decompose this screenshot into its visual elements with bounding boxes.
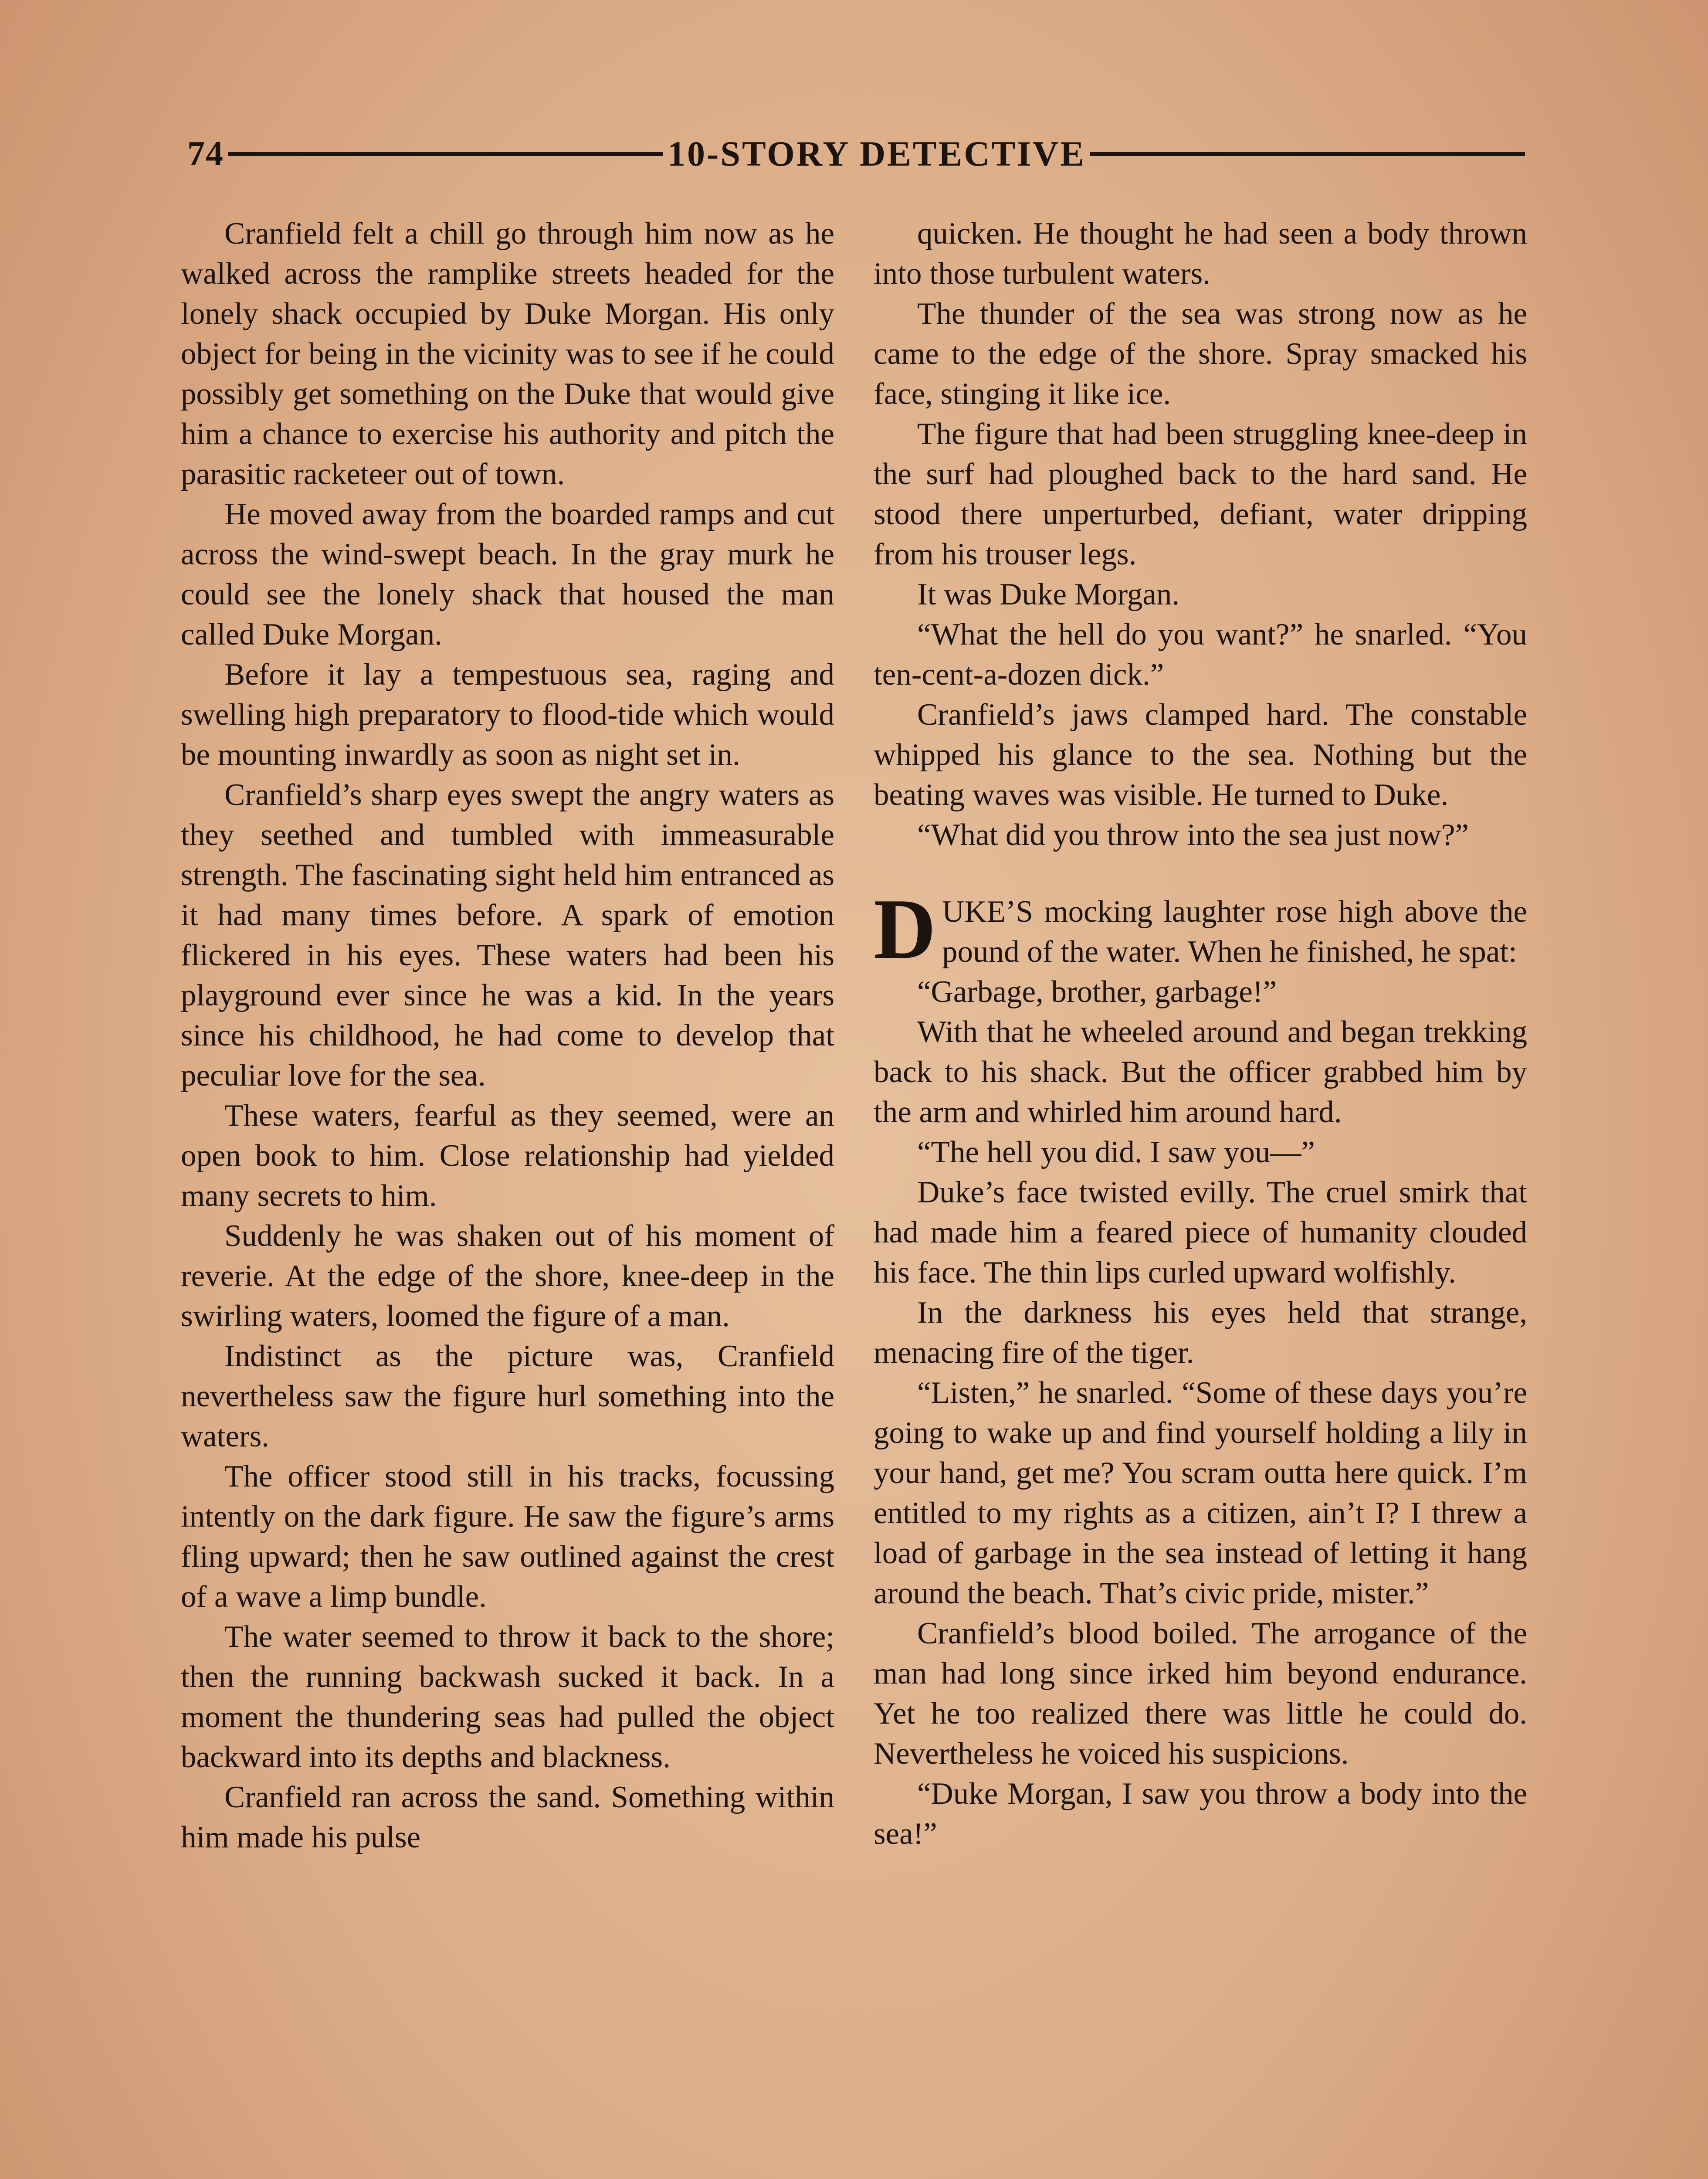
paragraph: “Listen,” he snarled. “Some of these days you’re going to wake up and find yourself holding a lily in your hand, get me? You scram outta here quick. I’m entitled to my rights as a citizen, ain’t I? I threw a load of garbage in the sea instead of letting it hang around the beach. That’s civic pride, mister.”: [874, 1376, 1527, 1610]
drop-cap-letter: D: [874, 881, 936, 977]
paragraph: Cranfield’s blood boiled. The arrogance of the man had long since irked him beyond endurance. Yet he too realized there was little he could do. Nevertheless he voiced his suspicions.: [874, 1616, 1527, 1771]
magazine-title: 10-STORY DETECTIVE: [668, 134, 1086, 173]
drop-cap-paragraph: [874, 881, 1527, 977]
page-number: 74: [187, 134, 224, 173]
paragraph: Before it lay a tempestuous sea, raging and swelling high preparatory to flood-tide which would be mounting inwardly as soon as night set in.: [181, 658, 834, 772]
paragraph: In the darkness his eyes held that strange, menacing fire of the tiger.: [874, 1296, 1527, 1370]
paragraph: “Garbage, brother, garbage!”: [917, 975, 1277, 1009]
paragraph: Duke’s face twisted evilly. The cruel smirk that had made him a feared piece of humanity clouded his face. The thin lips curled upward wolfishly.: [874, 1175, 1527, 1290]
running-header: [187, 130, 1529, 178]
paragraph: “What did you throw into the sea just now?”: [917, 818, 1469, 852]
paragraph: Cranfield’s sharp eyes swept the angry waters as they seethed and tumbled with immeasurable strength. The fascinating sight held him entranced as it had many times before. A spark of emotion flickered in his eyes. These waters had been his playground ever since he was a kid. In the years since his childhood, he had come to develop that peculiar love for the sea.: [181, 778, 834, 1093]
paragraph: “Duke Morgan, I saw you throw a body into the sea!”: [874, 1777, 1527, 1851]
paragraph: These waters, fearful as they seemed, were an open book to him. Close relationship had yielded many secrets to him.: [181, 1099, 834, 1213]
header-rule-right: [1090, 152, 1525, 156]
paragraph: He moved away from the boarded ramps and cut across the wind-swept beach. In the gray murk he could see the lonely shack that housed the man called Duke Morgan.: [181, 497, 834, 652]
drop-cap-text: UKE’S mocking laughter rose high above the pound of the water. When he finished, he spat:: [942, 895, 1527, 969]
paragraph: “What the hell do you want?” he snarled. “You ten-cent-a-dozen dick.”: [874, 618, 1527, 692]
paragraph: The figure that had been struggling knee-deep in the surf had ploughed back to the hard sand. He stood there unperturbed, defiant, water dripping from his trouser legs.: [874, 417, 1527, 571]
paragraph: Suddenly he was shaken out of his moment of reverie. At the edge of the shore, knee-deep in the swirling waters, loomed the figure of a man.: [181, 1219, 834, 1333]
right-column: [874, 214, 1527, 1857]
paragraph: The thunder of the sea was strong now as he came to the edge of the shore. Spray smacked his face, stinging it like ice.: [874, 297, 1527, 411]
paragraph: Cranfield felt a chill go through him now as he walked across the ramplike streets headed for the lonely shack occupied by Duke Morgan. His only object for being in the vicinity was to see if he could possibly get something on the Duke that would give him a chance to exercise his authority and pitch the parasitic racketeer out of town.: [181, 217, 834, 491]
paragraph: Cranfield ran across the sand. Something within him made his pulse: [181, 1780, 834, 1854]
left-column: [181, 214, 834, 1857]
paragraph: “The hell you did. I saw you—”: [917, 1135, 1315, 1169]
story-body: [181, 214, 1527, 1857]
paragraph: Indistinct as the picture was, Cranfield nevertheless saw the figure hurl something into the waters.: [181, 1339, 834, 1453]
paragraph: The water seemed to throw it back to the shore; then the running backwash sucked it back. In a moment the thundering seas had pulled the object backward into its depths and blackness.: [181, 1620, 834, 1774]
paragraph: Cranfield’s jaws clamped hard. The constable whipped his glance to the sea. Nothing but the beating waves was visible. He turned to Duke.: [874, 698, 1527, 812]
paragraph: The officer stood still in his tracks, focussing intently on the dark figure. He saw the figure’s arms fling upward; then he saw outlined against the crest of a wave a limp bundle.: [181, 1459, 834, 1614]
paragraph: With that he wheeled around and began trekking back to his shack. But the officer grabbed him by the arm and whirled him around hard.: [874, 1015, 1527, 1129]
paragraph: quicken. He thought he had seen a body thrown into those turbulent waters.: [874, 217, 1527, 291]
paragraph: It was Duke Morgan.: [917, 577, 1180, 611]
header-rule-left: [228, 152, 663, 156]
section-break: [874, 855, 1527, 892]
